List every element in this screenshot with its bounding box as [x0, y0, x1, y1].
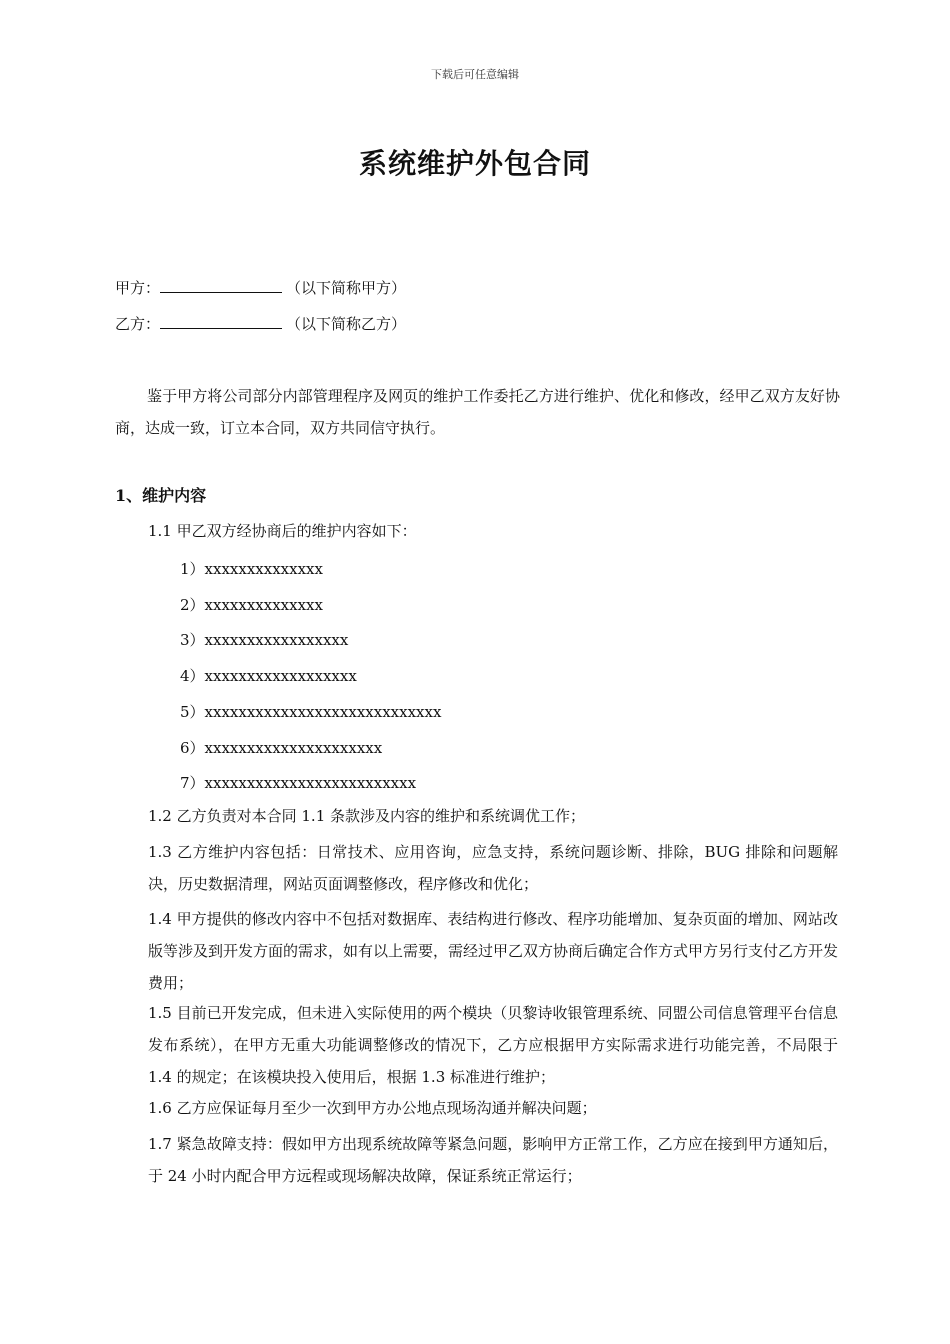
list-item: 2）xxxxxxxxxxxxxx: [180, 596, 323, 614]
header-note: 下载后可任意编辑: [431, 68, 519, 81]
party-b-blank: [160, 314, 282, 329]
clause-1-3: 1.3 乙方维护内容包括：日常技术、应用咨询，应急支持，系统问题诊断、排除，BUG 排除和问题解决，历史数据清理，网站页面调整修改，程序修改和优化；: [148, 843, 838, 893]
list-item: 3）xxxxxxxxxxxxxxxxx: [180, 631, 349, 649]
list-item: 7）xxxxxxxxxxxxxxxxxxxxxxxxx: [180, 774, 417, 792]
list-item: 5）xxxxxxxxxxxxxxxxxxxxxxxxxxxx: [180, 703, 442, 721]
party-a-line: [115, 277, 406, 298]
party-a-label: 甲方：: [115, 279, 161, 297]
clause-1-4: 1.4 甲方提供的修改内容中不包括对数据库、表结构进行修改、程序功能增加、复杂页面的增加、网站改版等涉及到开发方面的需求，如有以上需要，需经过甲乙双方协商后确定合作方式甲方另行支付乙方开发费用；: [148, 910, 839, 992]
contract-title: 系统维护外包合同: [358, 147, 591, 180]
section-1-title: 1、维护内容: [115, 486, 207, 505]
party-b-line: [115, 313, 406, 334]
party-b-suffix: （以下简称乙方）: [286, 315, 407, 333]
party-a-suffix: （以下简称甲方）: [286, 279, 407, 297]
clause-1-5: 1.5 目前已开发完成，但未进入实际使用的两个模块（贝黎诗收银管理系统、同盟公司信息管理平台信息发布系统），在甲方无重大功能调整修改的情况下，乙方应根据甲方实际需求进行功能完善，不局限于 1.4 的规定；在该模块投入使用后，根据 1.3 标准进行维护；: [148, 1004, 838, 1086]
list-item: 4）xxxxxxxxxxxxxxxxxx: [180, 667, 357, 685]
clause-1-7: 1.7 紧急故障支持：假如甲方出现系统故障等紧急问题，影响甲方正常工作，乙方应在接到甲方通知后，于 24 小时内配合甲方远程或现场解决故障，保证系统正常运行；: [148, 1135, 838, 1185]
clause-1-2: 1.2 乙方负责对本合同 1.1 条款涉及内容的维护和系统调优工作；: [148, 807, 586, 825]
intro-paragraph: 鉴于甲方将公司部分内部管理程序及网页的维护工作委托乙方进行维护、优化和修改，经甲乙双方友好协商，达成一致，订立本合同，双方共同信守执行。: [115, 387, 840, 437]
list-item: 6）xxxxxxxxxxxxxxxxxxxxx: [180, 739, 383, 757]
clause-1-6: 1.6 乙方应保证每月至少一次到甲方办公地点现场沟通并解决问题；: [148, 1099, 597, 1117]
clause-1-1: 1.1 甲乙双方经协商后的维护内容如下：: [148, 522, 417, 540]
party-b-label: 乙方：: [115, 315, 161, 333]
list-item: 1）xxxxxxxxxxxxxx: [180, 560, 323, 578]
party-a-blank: [160, 278, 282, 293]
